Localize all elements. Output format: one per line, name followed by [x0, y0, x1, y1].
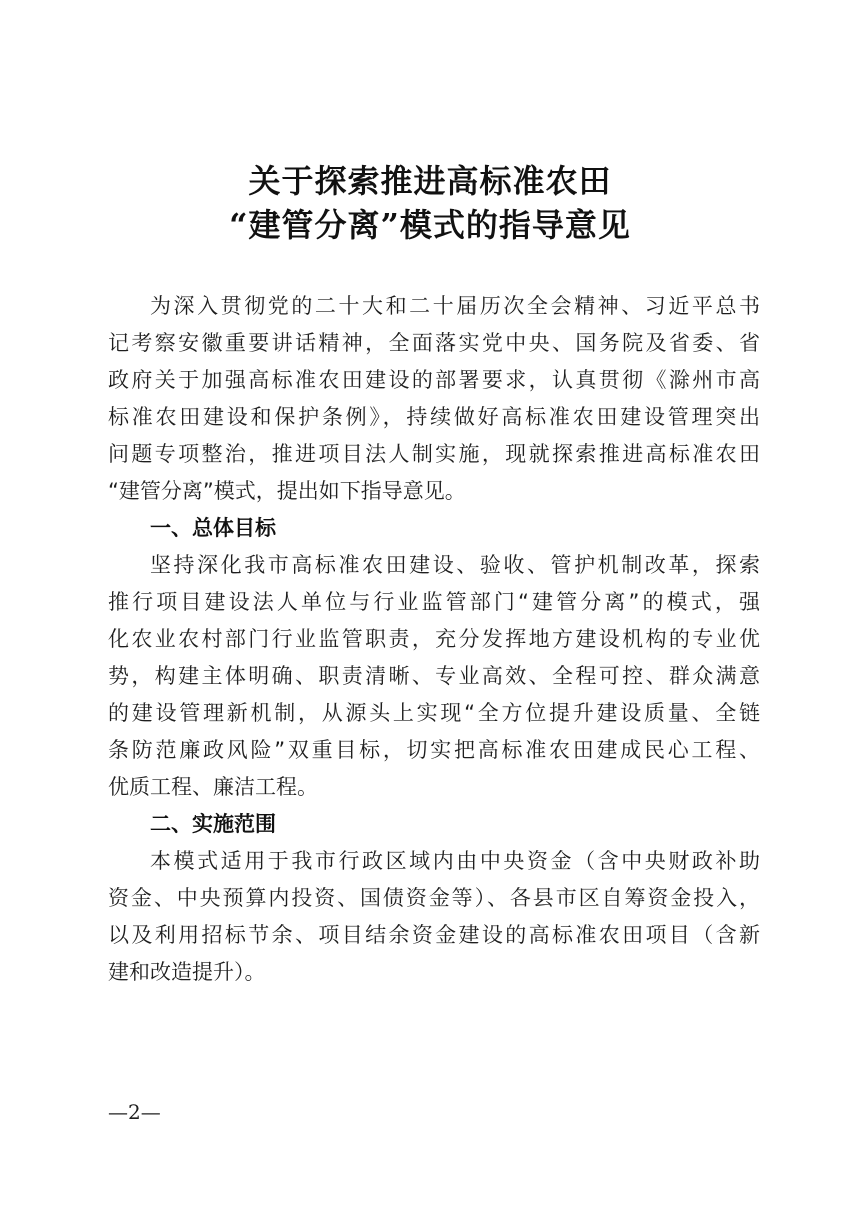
paragraph-line: 建和改造提升）。 [108, 960, 266, 984]
paragraph-line: 问题专项整治，推进项目法人制实施，现就探索推进高标准农田 [108, 442, 760, 466]
paragraph-line: 标准农田建设和保护条例》，持续做好高标准农田建设管理突出 [108, 405, 760, 429]
paragraph-line: 推行项目建设法人单位与行业监管部门“建管分离”的模式，强 [108, 590, 760, 614]
paragraph-line: 势，构建主体明确、职责清晰、专业高效、全程可控、群众满意 [108, 664, 760, 688]
paragraph-line: 优质工程、廉洁工程。 [108, 775, 318, 799]
paragraph-line: “建管分离”模式，提出如下指导意见。 [108, 479, 466, 503]
section-heading-scope: 二、实施范围 [150, 812, 276, 836]
document-title-line-2: “建管分离”模式的指导意见 [229, 206, 631, 244]
paragraph-line: 为深入贯彻党的二十大和二十届历次全会精神、习近平总书 [150, 294, 760, 318]
paragraph-line: 政府关于加强高标准农田建设的部署要求，认真贯彻《滁州市高 [108, 368, 760, 392]
paragraph-line: 记考察安徽重要讲话精神，全面落实党中央、国务院及省委、省 [108, 331, 760, 355]
paragraph-line: 资金、中央预算内投资、国债资金等）、各县市区自筹资金投入， [108, 886, 760, 910]
document-title-line-1: 关于探索推进高标准农田 [248, 162, 612, 200]
paragraph-line: 坚持深化我市高标准农田建设、验收、管护机制改革，探索 [150, 553, 760, 577]
paragraph-line: 本模式适用于我市行政区域内由中央资金（含中央财政补助 [150, 849, 760, 873]
document-body [108, 288, 760, 991]
section-heading-overall-goal: 一、总体目标 [150, 516, 276, 540]
paragraph-line: 条防范廉政风险”双重目标，切实把高标准农田建成民心工程、 [108, 738, 760, 762]
page-number: —2— [108, 1100, 161, 1124]
paragraph-line: 化农业农村部门行业监管职责，充分发挥地方建设机构的专业优 [108, 627, 760, 651]
paragraph-line: 以及利用招标节余、项目结余资金建设的高标准农田项目（含新 [108, 923, 760, 947]
paragraph-line: 的建设管理新机制，从源头上实现“全方位提升建设质量、全链 [108, 701, 760, 725]
